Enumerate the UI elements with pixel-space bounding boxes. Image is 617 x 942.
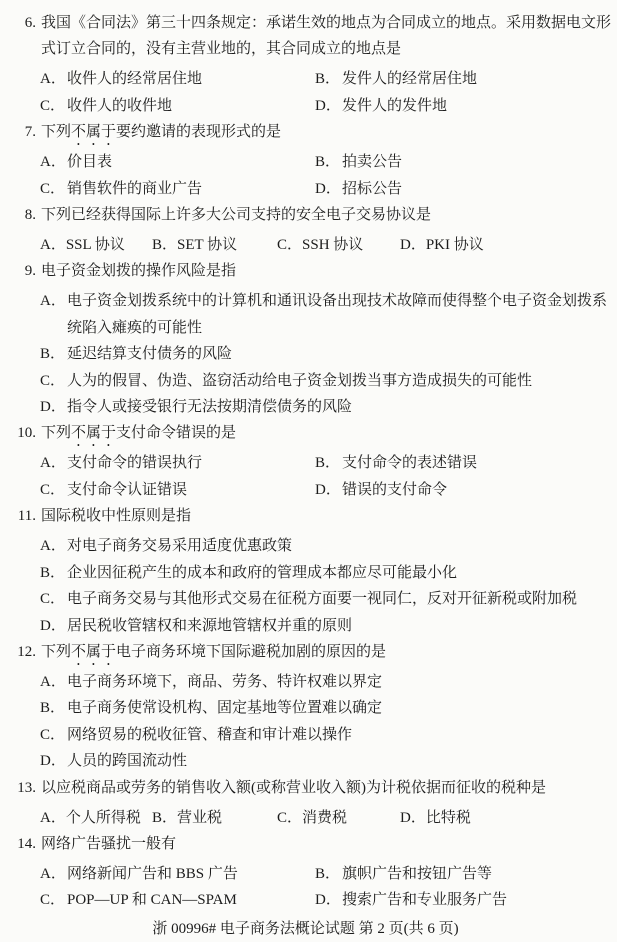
option-b — [315, 66, 611, 92]
options — [40, 66, 611, 119]
option-c — [40, 176, 315, 202]
option-c — [40, 722, 611, 748]
option-text: 消费税 — [302, 809, 348, 826]
option-c — [40, 887, 315, 913]
option-text: 收件人的收件地 — [67, 97, 173, 114]
option-text: 销售软件的商业广告 — [67, 180, 203, 197]
stem-emphasis: 不属于 — [71, 124, 117, 141]
question-number: 12. — [17, 643, 36, 660]
option-d — [40, 394, 611, 420]
question-stem — [36, 10, 611, 66]
stem-text: 我国《合同法》第三十四条规定：承诺生效的地点为合同成立的地点。采用数据电文形式订立合同的，没有主营业地的，其合同成立的地点是 — [41, 15, 612, 58]
options — [40, 232, 611, 258]
question-14 — [0, 831, 611, 914]
option-text: 错误的支付命令 — [342, 481, 448, 498]
option-label: B． — [40, 346, 66, 363]
option-label: D． — [315, 180, 341, 197]
option-text: 搜索广告和专业服务广告 — [342, 892, 508, 909]
stem-text: 以应税商品或劳务的销售收入额(或称营业收入额)为计税依据而征收的税种是 — [41, 779, 546, 796]
option-label: B． — [315, 71, 341, 88]
option-label: A． — [40, 455, 66, 472]
stem-text: 下列 — [41, 425, 72, 442]
option-d — [40, 748, 611, 774]
option-c — [40, 477, 315, 503]
question-8 — [0, 202, 611, 258]
option-b — [315, 861, 611, 887]
option-label: A． — [40, 809, 66, 826]
option-a — [40, 533, 611, 559]
question-7 — [0, 119, 611, 202]
question-10 — [0, 420, 611, 503]
option-text: PKI 协议 — [425, 237, 484, 254]
question-number: 14. — [17, 835, 36, 852]
option-text: 人为的假冒、伪造、盗窃活动给电子资金划拨当事方造成损失的可能性 — [67, 372, 533, 389]
question-number: 6. — [24, 15, 36, 31]
option-a — [40, 232, 152, 258]
question-stem — [36, 258, 611, 288]
option-label: C． — [40, 372, 66, 389]
option-text: 指令人或接受银行无法按期清偿债务的风险 — [67, 399, 353, 416]
stem-text: 下列已经获得国际上许多大公司支持的安全电子交易协议是 — [41, 207, 432, 224]
option-text: 支付命令认证错误 — [67, 481, 188, 498]
question-number: 9. — [24, 263, 36, 280]
option-text: SSH 协议 — [302, 237, 364, 254]
stem-text: 要约邀请的表现形式的是 — [116, 124, 282, 141]
stem-text: 电子商务环境下国际避税加剧的原因的是 — [116, 643, 387, 660]
question-number: 10. — [17, 425, 36, 442]
option-a — [40, 669, 611, 695]
options — [40, 533, 611, 639]
option-d — [315, 887, 611, 913]
option-c — [40, 586, 611, 612]
option-b — [152, 232, 277, 258]
option-d — [315, 477, 611, 503]
question-stem — [36, 775, 611, 805]
option-label: D． — [40, 399, 66, 416]
question-stem — [36, 503, 611, 533]
option-label: A． — [40, 154, 66, 171]
option-a — [40, 450, 315, 476]
option-label: A． — [40, 237, 66, 254]
option-c — [277, 805, 400, 831]
option-label: D． — [40, 753, 66, 770]
stem-text: 下列 — [41, 124, 72, 141]
option-label: C． — [40, 591, 66, 608]
option-b — [40, 341, 611, 367]
option-text: SSL 协议 — [65, 237, 125, 254]
option-label: D． — [400, 809, 426, 826]
option-label: A． — [40, 538, 66, 555]
option-text: POP—UP 和 CAN—SPAM — [67, 892, 237, 909]
option-text: 网络新闻广告和 BBS 广告 — [67, 865, 238, 882]
option-text: 旗帜广告和按钮广告等 — [342, 865, 493, 882]
option-label: B． — [152, 809, 178, 826]
stem-text: 支付命令错误的是 — [116, 425, 237, 442]
option-label: C． — [40, 481, 66, 498]
option-text: 支付命令的表述错误 — [342, 455, 478, 472]
question-stem — [36, 639, 611, 669]
option-label: B． — [152, 237, 178, 254]
option-c — [40, 368, 611, 394]
option-b — [315, 450, 611, 476]
option-label: C． — [40, 97, 66, 114]
option-label: B． — [315, 865, 341, 882]
question-number: 13. — [17, 779, 36, 796]
question-stem — [36, 831, 611, 861]
option-a — [40, 861, 315, 887]
option-label: C． — [40, 726, 66, 743]
option-text: 支付命令的错误执行 — [67, 455, 203, 472]
option-label: A． — [40, 293, 66, 310]
question-number: 8. — [24, 207, 36, 224]
option-d — [40, 613, 611, 639]
option-a — [40, 149, 315, 175]
option-text: 延迟结算支付债务的风险 — [67, 346, 233, 363]
option-text: 电子商务交易与其他形式交易在征税方面要一视同仁，反对开征新税或附加税 — [67, 591, 578, 608]
option-text: 招标公告 — [342, 180, 403, 197]
option-b — [40, 695, 611, 721]
option-b — [152, 805, 277, 831]
question-13 — [0, 775, 611, 831]
options — [40, 149, 611, 202]
option-label: D． — [315, 892, 341, 909]
option-text: 收件人的经常居住地 — [67, 71, 203, 88]
option-text: 价目表 — [67, 154, 113, 171]
option-d — [315, 176, 611, 202]
option-label: A． — [40, 865, 66, 882]
option-text: 电子资金划拨系统中的计算机和通讯设备出现技术故障而使得整个电子资金划拨系统陷入瘫痪的可能性 — [67, 293, 608, 336]
options — [40, 669, 611, 775]
stem-emphasis: 不属于 — [71, 643, 117, 660]
question-9 — [0, 258, 611, 420]
question-number: 11. — [17, 508, 36, 525]
stem-text: 下列 — [41, 643, 72, 660]
options — [40, 805, 611, 831]
option-text: 营业税 — [177, 809, 223, 826]
option-label: B． — [40, 564, 66, 581]
question-stem — [36, 202, 611, 232]
option-b — [40, 560, 611, 586]
option-label: B． — [315, 154, 341, 171]
option-text: SET 协议 — [177, 237, 238, 254]
option-a — [40, 805, 152, 831]
option-text: 人员的跨国流动性 — [67, 753, 188, 770]
options — [40, 450, 611, 503]
option-text: 拍卖公告 — [342, 154, 403, 171]
question-11 — [0, 503, 611, 639]
option-label: A． — [40, 71, 66, 88]
option-c — [40, 93, 315, 119]
option-a — [40, 288, 611, 341]
option-b — [315, 149, 611, 175]
question-number: 7. — [24, 124, 36, 141]
stem-emphasis: 不属于 — [71, 425, 117, 442]
option-text: 居民税收管辖权和来源地管辖权并重的原则 — [67, 617, 353, 634]
page-footer: 浙 00996# 电子商务法概论试题 第 2 页(共 6 页) — [152, 920, 459, 937]
option-d — [315, 93, 611, 119]
question-6 — [0, 10, 611, 119]
option-label: C． — [277, 809, 303, 826]
option-label: B． — [315, 455, 341, 472]
option-text: 电子商务使常设机构、固定基地等位置难以确定 — [67, 700, 383, 717]
option-text: 发件人的经常居住地 — [342, 71, 478, 88]
option-text: 网络贸易的税收征管、稽查和审计难以操作 — [67, 726, 353, 743]
option-label: D． — [40, 617, 66, 634]
option-label: C． — [40, 892, 66, 909]
option-label: D． — [315, 481, 341, 498]
option-label: D． — [400, 237, 426, 254]
option-label: B． — [40, 700, 66, 717]
question-stem — [36, 119, 611, 149]
option-d — [400, 805, 471, 831]
option-text: 个人所得税 — [65, 809, 141, 826]
option-label: C． — [277, 237, 303, 254]
option-a — [40, 66, 315, 92]
option-text: 发件人的发件地 — [342, 97, 448, 114]
option-text: 对电子商务交易采用适度优惠政策 — [67, 538, 293, 555]
stem-text: 国际税收中性原则是指 — [41, 508, 192, 525]
options — [40, 861, 611, 914]
stem-text: 电子资金划拨的操作风险是指 — [41, 263, 237, 280]
option-text: 电子商务环境下，商品、劳务、特许权难以界定 — [67, 673, 383, 690]
stem-text: 网络广告骚扰一般有 — [41, 835, 177, 852]
question-12 — [0, 639, 611, 775]
option-text: 企业因征税产生的成本和政府的管理成本都应尽可能最小化 — [67, 564, 458, 581]
option-text: 比特税 — [425, 809, 471, 826]
option-label: D． — [315, 97, 341, 114]
option-label: A． — [40, 673, 66, 690]
option-label: C． — [40, 180, 66, 197]
options — [40, 288, 611, 420]
option-d — [400, 232, 484, 258]
option-c — [277, 232, 400, 258]
question-stem — [36, 420, 611, 450]
